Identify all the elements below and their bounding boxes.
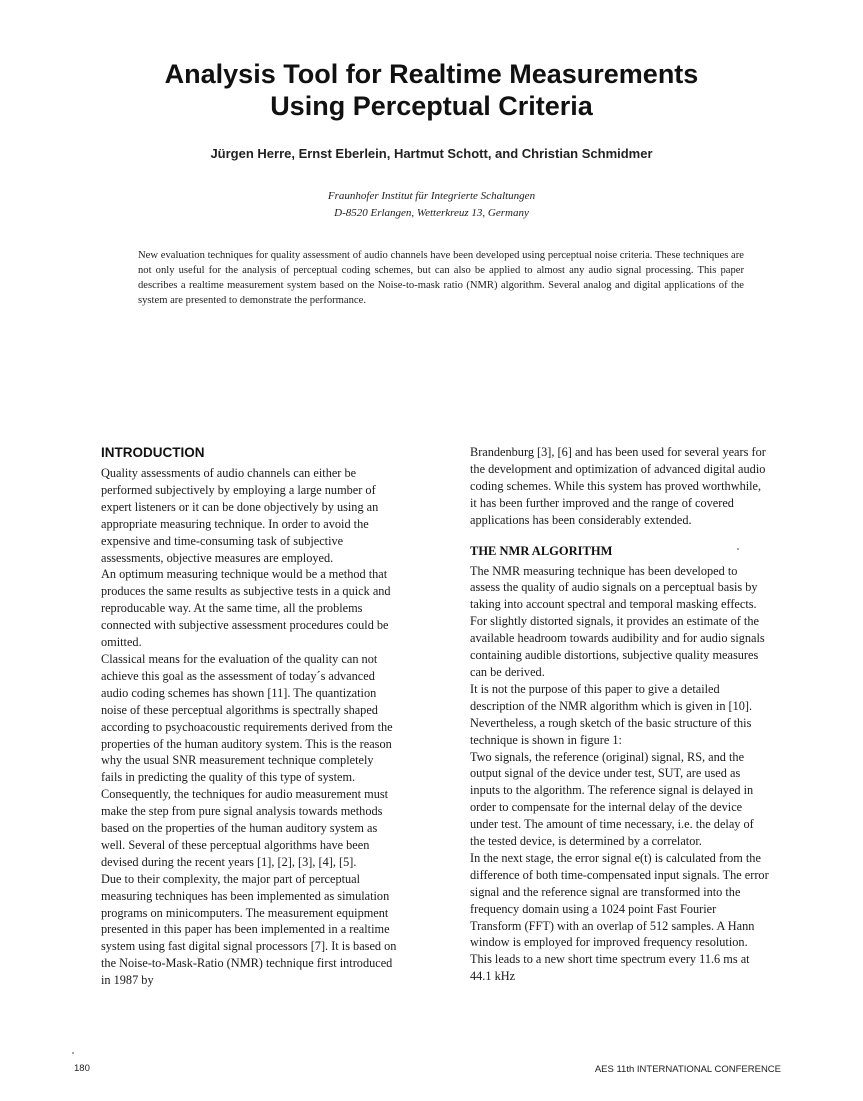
scan-speck: [737, 548, 739, 550]
abstract: New evaluation techniques for quality assessment of audio channels have been developed using perceptual noise criteria. These techniques are not only useful for the analysis of perceptual coding schemes, but can also be applied to almost any audio signal processing. This paper describes a realtime measurement system based on the Noise-to-mask ratio (NMR) algorithm. Several analog and digital applications of the system are presented to demonstrate the performance.: [138, 250, 744, 306]
body-paragraph: The NMR measuring technique has been developed to assess the quality of audio signals on a perceptual basis by taking into account spectral and temporal masking effects. For slightly distorted signals, it provides an estimate of the available headroom towards audibility and for audio signals containing audible distortions, subjective quality measures can be derived.: [470, 563, 765, 679]
body-paragraph: Two signals, the reference (original) signal, RS, and the output signal of the device under test, SUT, are used as inputs to the algorithm. The reference signal is delayed in order to compensate for the internal delay of the device under test. The amount of time necessary, i.e. the delay of the tested device, is determined by a correlator.: [470, 749, 754, 849]
body-paragraph: Consequently, the techniques for audio measurement must make the step from pure signal analysis towards methods based on the properties of the human auditory system as well. Several of these perceptual algorithms have been devised during the recent years [1], [2], [3], [4], [5].: [101, 787, 389, 869]
body-paragraph: An optimum measuring technique would be a method that produces the same results as subjective tests in a quick and reproducable way. At the same time, all the problems connected with subjective assessment procedures could be omitted.: [101, 567, 391, 650]
page-number: 180: [74, 1063, 90, 1074]
affiliation: [0, 188, 863, 222]
body-paragraph: Due to their complexity, the major part of perceptual measuring techniques has been implemented as simulation programs on minicomputers. The measurement equipment presented in this paper has been implemented in a realtime system using fast digital signal processors [7]. It is based on the Noise-to-Mask-Ratio (NMR) technique first introduced in 1987 by: [101, 871, 397, 988]
author-list: Jürgen Herre, Ernst Eberlein, Hartmut Schott, and Christian Schmidmer: [210, 146, 653, 161]
section-heading-introduction: INTRODUCTION: [101, 445, 205, 460]
paper-title: [0, 58, 863, 122]
body-paragraph: It is not the purpose of this paper to give a detailed description of the NMR algorithm which is given in [10]. Nevertheless, a rough sketch of the basic structure of this technique is shown in figure 1:: [470, 681, 753, 747]
body-paragraph: Classical means for the evaluation of the quality can not achieve this goal as the assessment of today´s advanced audio coding schemes has shown [11]. The quantization noise of these perceptual algorithms is spectrally shaped according to psychoacoustic requirements derived from the properties of the human auditory system. This is the reason why the usual SNR measurement technique completely fails in predicting the quality of this type of system.: [101, 651, 393, 785]
body-paragraph: Brandenburg [3], [6] and has been used for several years for the development and optimization of advanced digital audio coding schemes. While this system has proved worthwhile, it has been further improved and the range of covered applications has been considerably extended.: [470, 445, 766, 527]
section-heading-nmr-algorithm: THE NMR ALGORITHM: [470, 543, 613, 558]
body-paragraph: Quality assessments of audio channels can either be performed subjectively by employing a large number of expert listeners or it can be done objectively by using an appropriate measuring technique. In order to avoid the expensive and time-consuming task of subjective assessments, objective measures are employed.: [101, 466, 379, 565]
right-column: [470, 444, 770, 985]
affiliation-address: D-8520 Erlangen, Wetterkreuz 13, Germany: [334, 207, 529, 219]
conference-footer: AES 11th INTERNATIONAL CONFERENCE: [594, 1064, 781, 1075]
affiliation-institute: Fraunhofer Institut für Integrierte Schaltungen: [327, 190, 536, 202]
paper-title-line-2: Using Perceptual Criteria: [270, 91, 593, 121]
paper-title-line-1: Analysis Tool for Realtime Measurements: [164, 59, 699, 89]
body-paragraph: In the next stage, the error signal e(t) is calculated from the difference of both time-compensated input signals. The error signal and the reference signal are transformed into the frequency domain using a 1024 point Fast Fourier Transform (FFT) with an overlap of 512 samples. A Hann window is employed for improved frequency resolution. This leads to a new short time spectrum every 11.6 ms at 44.1 kHz: [470, 850, 769, 984]
scan-speck: [72, 1052, 74, 1054]
left-column: [101, 444, 397, 989]
